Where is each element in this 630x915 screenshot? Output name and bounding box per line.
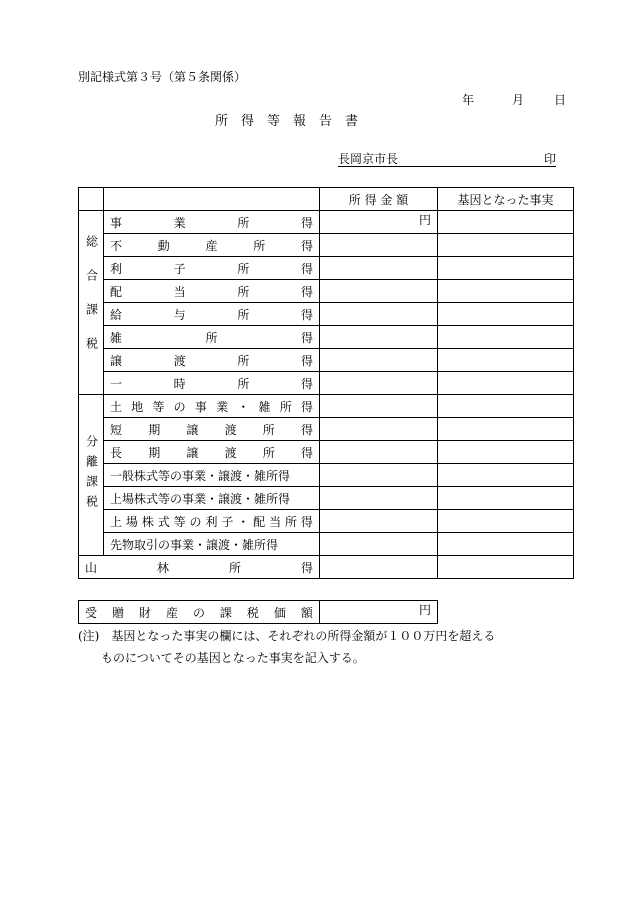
form-number: 別記様式第３号（第５条関係） [78, 70, 247, 84]
income-row [79, 372, 574, 395]
amount-cell[interactable] [320, 510, 438, 533]
reason-cell[interactable] [438, 464, 574, 487]
reason-cell[interactable] [438, 418, 574, 441]
reason-cell[interactable] [438, 533, 574, 556]
label-char: 所 [205, 330, 218, 345]
label-char: 土 [110, 399, 123, 414]
label-char: 得 [300, 560, 313, 575]
label-char: 等 [152, 399, 165, 414]
amount-cell[interactable] [320, 326, 438, 349]
label-char: 所 [228, 560, 241, 575]
label-char: 所 [262, 445, 275, 460]
mountain-income-row [79, 556, 574, 579]
label-char: 時 [173, 376, 186, 391]
label-char: 子 [173, 261, 186, 276]
income-row [79, 441, 574, 464]
income-row [79, 280, 574, 303]
reason-cell[interactable] [438, 234, 574, 257]
income-type-label [104, 395, 320, 418]
income-row [79, 395, 574, 418]
label-char: 所 [237, 376, 250, 391]
reason-cell[interactable] [438, 280, 574, 303]
label-char: 所 [253, 238, 266, 253]
label-char: 得 [300, 215, 313, 230]
income-row [79, 349, 574, 372]
label-char: 受 [85, 605, 98, 620]
reason-cell[interactable] [438, 257, 574, 280]
label-char: 与 [173, 307, 186, 322]
amount-cell[interactable] [320, 349, 438, 372]
reason-cell[interactable] [438, 326, 574, 349]
income-type-label [104, 257, 320, 280]
reason-cell[interactable] [438, 303, 574, 326]
label-char: 動 [157, 238, 170, 253]
gift-table [78, 600, 438, 624]
label-char: 子 [221, 514, 234, 529]
reason-header: 基因となった事実 [438, 188, 574, 211]
reason-cell[interactable] [438, 372, 574, 395]
label-char: 財 [138, 605, 151, 620]
label-char: 産 [205, 238, 218, 253]
income-row [79, 487, 574, 510]
label-char: 当 [269, 514, 282, 529]
label-char: 譲 [186, 445, 199, 460]
amount-cell[interactable] [320, 303, 438, 326]
header-blank-cell [79, 188, 104, 211]
label-char: 当 [173, 284, 186, 299]
amount-cell[interactable] [320, 441, 438, 464]
income-type-label [104, 349, 320, 372]
label-char: 渡 [173, 353, 186, 368]
header-label-cell [104, 188, 320, 211]
label-char: 得 [300, 376, 313, 391]
label-char: 業 [173, 215, 186, 230]
income-row [79, 234, 574, 257]
category-label: 総合課税 [84, 234, 99, 371]
label-char: 事 [110, 215, 123, 230]
label-char: 地 [131, 399, 144, 414]
income-type-label [104, 326, 320, 349]
header-row [79, 188, 574, 211]
label-char: 一般株式等の事業・譲渡・雑所得 [110, 468, 291, 483]
label-char: 税 [246, 605, 259, 620]
label-char: 渡 [224, 422, 237, 437]
label-char: 配 [253, 514, 266, 529]
income-type-label [104, 464, 320, 487]
amount-cell[interactable] [320, 418, 438, 441]
amount-header: 所 得 金 額 [320, 188, 438, 211]
income-row [79, 533, 574, 556]
label-char: 得 [300, 261, 313, 276]
income-row [79, 211, 574, 234]
label-char: 産 [165, 605, 178, 620]
amount-cell[interactable] [320, 257, 438, 280]
label-char: 期 [148, 422, 161, 437]
label-char: 課 [219, 605, 232, 620]
label-char: 所 [237, 307, 250, 322]
income-type-label [104, 441, 320, 464]
label-char: 配 [110, 284, 123, 299]
label-char: 業 [216, 399, 229, 414]
income-type-label [104, 487, 320, 510]
amount-cell[interactable] [320, 280, 438, 303]
label-char: 所 [262, 422, 275, 437]
label-char: 雑 [258, 399, 271, 414]
label-char: 期 [148, 445, 161, 460]
label-char: 給 [110, 307, 123, 322]
label-char: 所 [279, 399, 292, 414]
gift-row [79, 601, 438, 624]
amount-cell[interactable] [320, 533, 438, 556]
label-char: 所 [237, 261, 250, 276]
document-title: 所 得 等 報 告 書 [215, 114, 359, 129]
date-year-field[interactable]: 年 [462, 93, 475, 107]
label-char: 株 [141, 514, 154, 529]
label-char: 上 [110, 514, 123, 529]
label-char: 場 [125, 514, 138, 529]
income-row [79, 257, 574, 280]
label-char: 所 [237, 215, 250, 230]
label-char: 長 [110, 445, 123, 460]
reason-cell[interactable] [438, 556, 574, 579]
reason-cell[interactable] [438, 487, 574, 510]
seal-mark: 印 [543, 152, 556, 166]
reason-cell[interactable] [438, 395, 574, 418]
date-month-field[interactable]: 月 [512, 93, 525, 107]
label-char: の [189, 514, 202, 529]
income-row [79, 464, 574, 487]
income-table [78, 187, 574, 579]
income-row [79, 303, 574, 326]
label-char: 得 [300, 307, 313, 322]
category-cell [79, 395, 104, 556]
addressee [338, 150, 556, 167]
label-char: 贈 [111, 605, 124, 620]
income-type-label [104, 303, 320, 326]
amount-cell[interactable] [320, 395, 438, 418]
category-label: 分離課税 [84, 435, 99, 515]
income-type-label [104, 234, 320, 257]
label-char: 得 [300, 399, 313, 414]
label-char: の [192, 605, 205, 620]
gift-amount-cell[interactable]: 円 [320, 601, 438, 624]
income-type-label [104, 372, 320, 395]
label-char: 式 [157, 514, 170, 529]
amount-cell[interactable] [320, 487, 438, 510]
label-char: 渡 [224, 445, 237, 460]
label-char: 山 [85, 560, 98, 575]
label-char: ・ [237, 399, 250, 414]
income-type-label [104, 510, 320, 533]
gift-label [79, 601, 320, 624]
label-char: 価 [273, 605, 286, 620]
label-char: 先物取引の事業・譲渡・雑所得 [110, 537, 279, 552]
label-char: 林 [156, 560, 169, 575]
date-line [462, 91, 566, 108]
label-char: 得 [300, 514, 313, 529]
label-char: 不 [110, 238, 123, 253]
label-char: 短 [110, 422, 123, 437]
label-char: 一 [110, 376, 123, 391]
label-char: ・ [237, 514, 250, 529]
label-char: 譲 [110, 353, 123, 368]
income-type-label [104, 280, 320, 303]
label-char: 得 [300, 284, 313, 299]
income-row [79, 418, 574, 441]
label-char: 所 [284, 514, 297, 529]
amount-cell[interactable]: 円 [320, 211, 438, 234]
income-type-label [104, 418, 320, 441]
date-day-field[interactable]: 日 [554, 93, 567, 107]
label-char: 利 [205, 514, 218, 529]
income-type-label [104, 533, 320, 556]
amount-cell[interactable] [320, 234, 438, 257]
label-char: 雑 [110, 330, 123, 345]
label-char: 得 [300, 353, 313, 368]
mountain-income-label [79, 556, 320, 579]
amount-cell[interactable] [320, 556, 438, 579]
amount-cell[interactable] [320, 372, 438, 395]
label-char: の [173, 399, 186, 414]
label-char: 得 [300, 330, 313, 345]
reason-cell[interactable] [438, 441, 574, 464]
reason-cell[interactable] [438, 211, 574, 234]
note-line-2: ものについてその基因となった事実を記入する。 [101, 651, 365, 665]
label-char: 得 [300, 422, 313, 437]
label-char: 事 [194, 399, 207, 414]
income-row [79, 510, 574, 533]
income-row [79, 326, 574, 349]
category-cell [79, 211, 104, 395]
amount-cell[interactable] [320, 464, 438, 487]
addressee-name: 長岡京市長 [338, 152, 399, 166]
label-char: 利 [110, 261, 123, 276]
label-char: 上場株式等の事業・譲渡・雑所得 [110, 491, 291, 506]
label-char: 得 [300, 238, 313, 253]
label-char: 所 [237, 284, 250, 299]
label-char: 額 [300, 605, 313, 620]
label-char: 譲 [186, 422, 199, 437]
reason-cell[interactable] [438, 349, 574, 372]
label-char: 得 [300, 445, 313, 460]
label-char: 等 [173, 514, 186, 529]
note-line-1: (注) 基因となった事実の欄には、それぞれの所得金額が１００万円を超える [78, 629, 496, 643]
income-type-label [104, 211, 320, 234]
reason-cell[interactable] [438, 510, 574, 533]
label-char: 所 [237, 353, 250, 368]
